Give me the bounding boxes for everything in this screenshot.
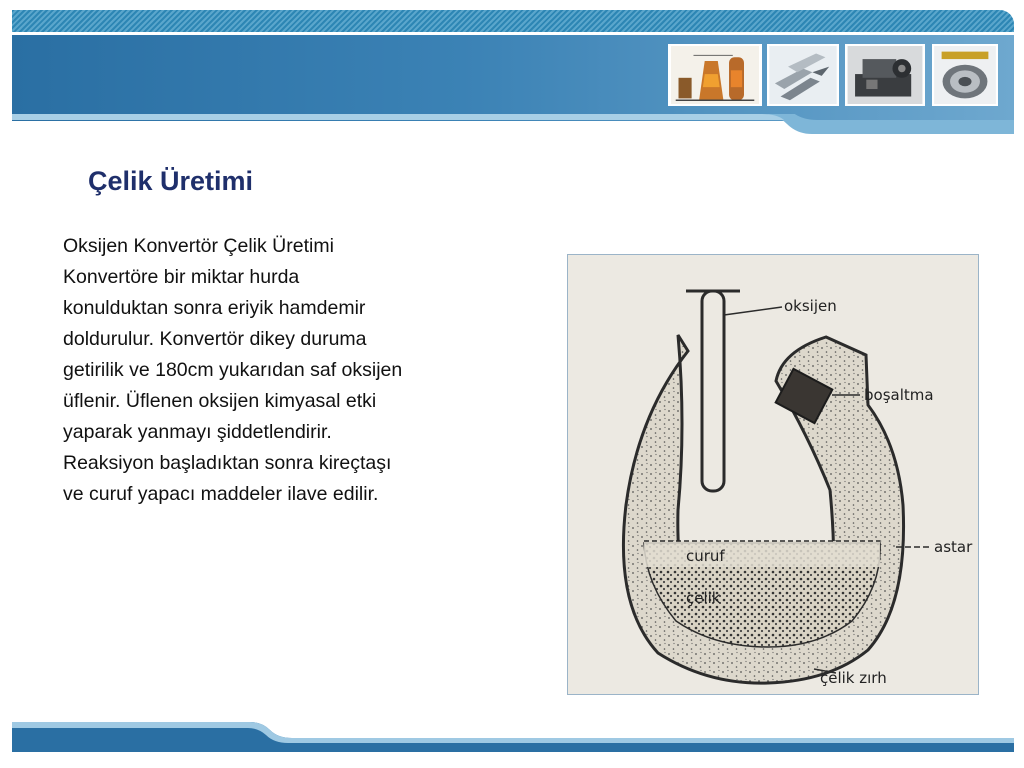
slide-title: Çelik Üretimi [88, 166, 254, 196]
blast-furnace-thumb [668, 44, 762, 106]
header-top-stripe [12, 10, 1014, 32]
header-wave [12, 114, 1014, 136]
slag-layer [644, 541, 880, 567]
machine-thumb [845, 44, 925, 106]
body-line: doldurulur. Konvertör dikey duruma [63, 328, 367, 350]
body-line: yaparak yanmayı şiddetlendirir. [63, 421, 332, 443]
label-bosaltma: boşaltma [864, 386, 934, 404]
label-astar: astar [934, 538, 973, 556]
body-line: Reaksiyon başladıktan sonra kireçtaşı [63, 452, 392, 474]
body-line: Oksijen Konvertör Çelik Üretimi [63, 235, 334, 257]
oxygen-lance [702, 291, 724, 491]
label-oksijen: oksijen [784, 297, 837, 315]
label-celik-zirh: çelik zırh [820, 669, 887, 687]
label-celik: çelik [686, 589, 721, 607]
body-line: ve curuf yapacı maddeler ilave edilir. [63, 483, 379, 505]
body-line: getirilik ve 180cm yukarıdan saf oksijen [63, 359, 403, 381]
label-curuf: curuf [686, 547, 725, 565]
body-line: konulduktan sonra eriyik hamdemir [63, 297, 366, 319]
slide-body-text [63, 231, 523, 510]
cutting-tools-thumb [767, 44, 839, 106]
bearing-thumb [932, 44, 998, 106]
body-line: Konvertöre bir miktar hurda [63, 266, 300, 288]
body-line: üflenir. Üflenen oksijen kimyasal etki [63, 390, 377, 412]
converter-diagram [567, 254, 979, 695]
footer-band [12, 722, 1014, 752]
